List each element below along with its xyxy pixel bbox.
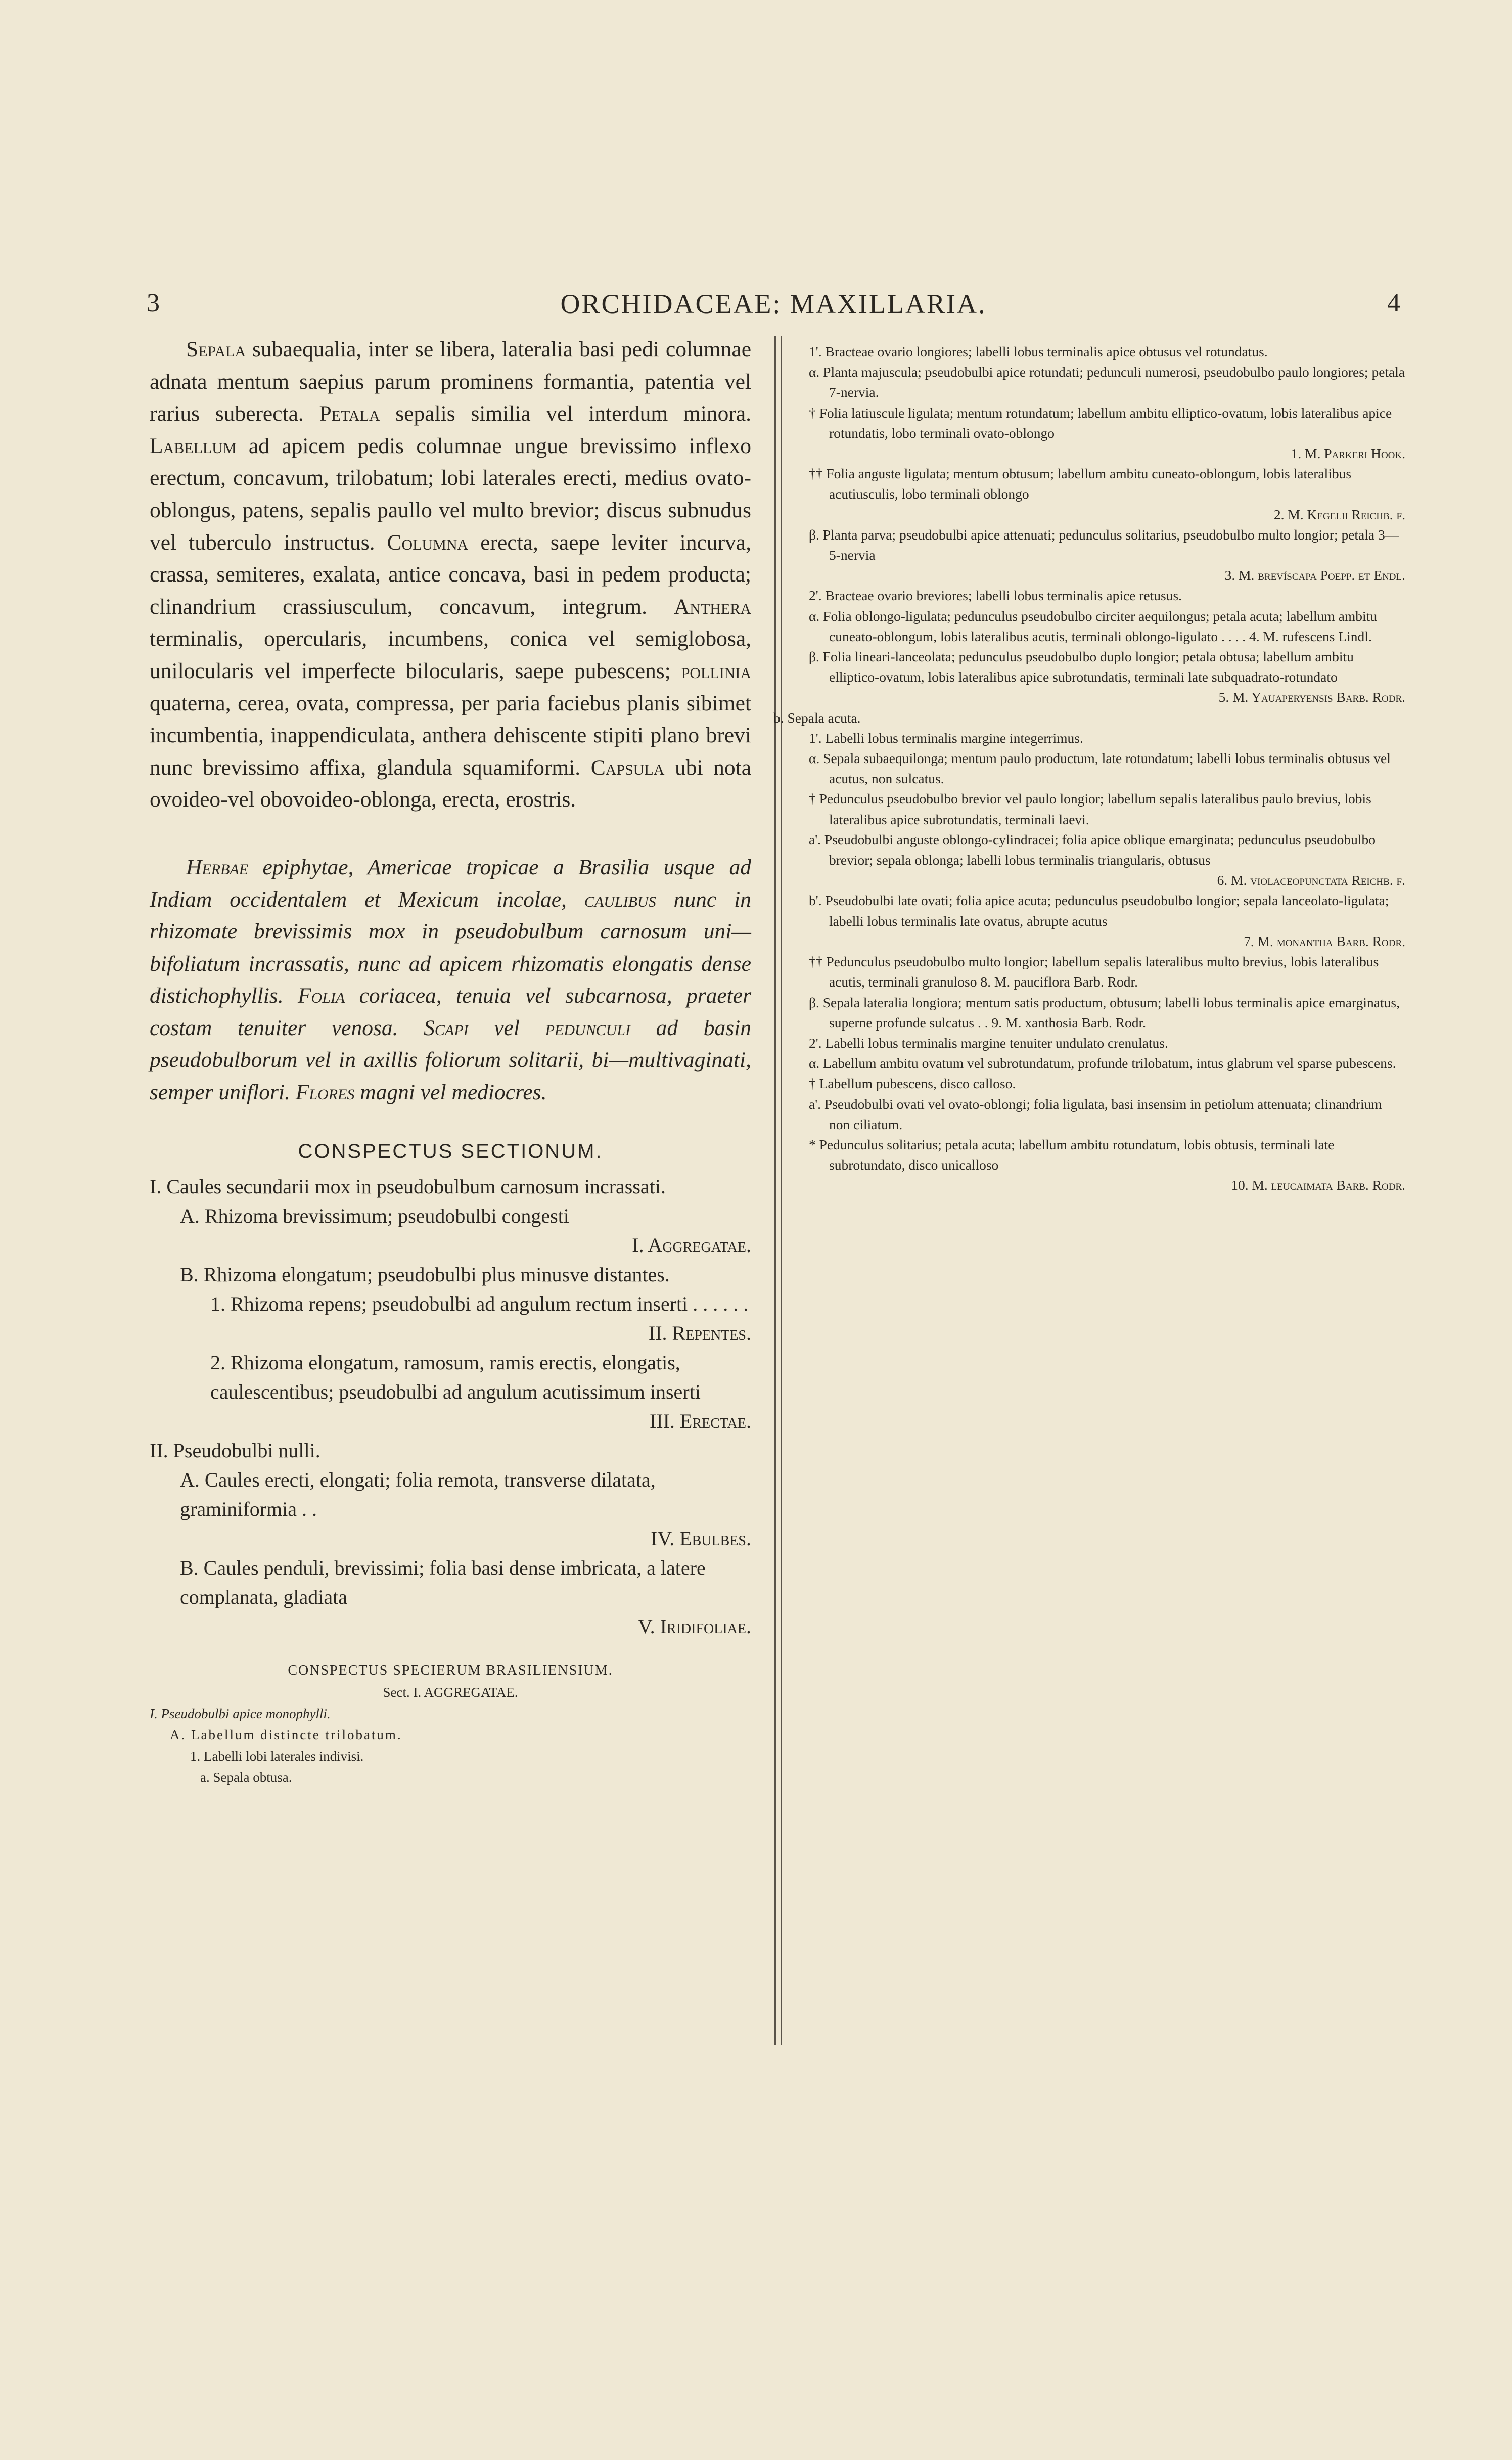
- text-run: quaterna, cerea, ovata, compressa, per paria faciebus planis sibimet incumbentia, inappendiculata, anthera dehiscente stipiti plano brevi nunc brevissimo affixa, glandula squamiformi.: [150, 691, 751, 780]
- small-caps-term: Columna: [387, 530, 469, 555]
- key-line: I. Caules secundarii mox in pseudobulbum carnosum incrassati.: [150, 1175, 666, 1198]
- small-caps-term: Herbae: [186, 855, 249, 879]
- left-column: [150, 334, 751, 1788]
- species-key-line: † Labellum pubescens, disco calloso.: [809, 1076, 1016, 1092]
- species-key-line: β. Sepala lateralia longiora; mentum satis productum, obtusum; labelli lobus terminalis apice emarginatus, superne profunde sulcatus . . 9. M. xanthosia Barb. Rodr.: [809, 994, 1400, 1031]
- species-key-line: 2'. Labelli lobus terminalis margine tenuiter undulato crenulatus.: [809, 1035, 1168, 1051]
- text-run: ubi nota ovoideo-vel obovoideo-oblonga, erecta, erostris.: [150, 755, 752, 812]
- species-key-line: a'. Pseudobulbi anguste oblongo-cylindracei; folia apice oblique emarginata; pedunculus pseudobulbo brevior; sepala oblonga; labelli lobus terminalis triangularis, obtusus: [809, 831, 1376, 868]
- text-run: subaequalia, inter se libera, lateralia basi pedi columnae adnata mentum saepius parum prominens formantia, patentia vel rarius suberecta.: [150, 337, 751, 426]
- species-key-line: 1'. Bracteae ovario longiores; labelli lobus terminalis apice obtusus vel rotundatus.: [809, 344, 1268, 360]
- small-caps-term: pedunculi: [545, 1015, 630, 1040]
- species-key-line: b. Sepala acuta.: [773, 709, 861, 726]
- species-key-line: * Pedunculus solitarius; petala acuta; labellum ambitu rotundatum, lobis obtusis, terminali late subrotundato, disco unicalloso: [809, 1136, 1335, 1173]
- habit-paragraph: [150, 852, 751, 1109]
- key-result: I. Aggregatae.: [632, 1233, 751, 1257]
- key-line: 1. Rhizoma repens; pseudobulbi ad angulum rectum inserti . . . . . .: [210, 1292, 749, 1315]
- key-result: III. Erectae.: [649, 1409, 751, 1433]
- column-divider: [774, 336, 782, 2045]
- species-key-line: †† Folia anguste ligulata; mentum obtusum; labellum ambitu cuneato-oblongum, lobis lateralibus acutiusculis, lobo terminali oblongo: [809, 466, 1352, 502]
- species-name: 7. M. monantha Barb. Rodr.: [1244, 933, 1405, 949]
- species-key-line: b'. Pseudobulbi late ovati; folia apice acuta; pedunculus pseudobulbo longior; sepala lanceolato-ligulata; labelli lobus terminalis late ovatus, abrupte acutus: [809, 892, 1389, 929]
- species-key-line: †† Pedunculus pseudobulbo multo longior; labellum sepalis lateralibus multo brevius, lobis lateralibus acutis, terminali granuloso 8. M. pauciflora Barb. Rodr.: [809, 954, 1379, 990]
- text-run: sepalis similia vel interdum minora.: [380, 401, 751, 426]
- species-key-line: α. Planta majuscula; pseudobulbi apice rotundati; pedunculi numerosi, pseudobulbo paulo longiores; petala 7-nervia.: [809, 364, 1405, 400]
- key-line: B. Caules penduli, brevissimi; folia basi dense imbricata, a latere complanata, gladiata: [180, 1556, 706, 1608]
- species-key-line: β. Planta parva; pseudobulbi apice attenuati; pedunculus solitarius, pseudobulbo multo longior; petala 3—5-nervia: [809, 526, 1399, 563]
- species-key-line: α. Folia oblongo-ligulata; pedunculus pseudobulbo circiter aequilongus; petala acuta; labellum ambitu cuneato-oblongum, lobis lateralibus acutis, terminali oblongo-ligulato . . . . 4. M. rufescens Lindl.: [809, 608, 1378, 644]
- small-caps-term: caulibus: [584, 887, 656, 912]
- species-key-line: a. Sepala obtusa.: [200, 1769, 292, 1785]
- page-header: [147, 288, 1400, 329]
- page-number-right: 4: [1387, 289, 1400, 318]
- small-caps-term: Anthera: [673, 594, 751, 619]
- small-caps-term: Folia: [297, 983, 345, 1008]
- right-column: [773, 342, 1405, 1196]
- species-name: 10. M. leucaimata Barb. Rodr.: [1231, 1177, 1405, 1193]
- small-caps-term: Capsula: [590, 755, 665, 780]
- conspectus-sectionum-heading: CONSPECTUS SECTIONUM.: [298, 1140, 603, 1162]
- section-heading: Sect. I. AGGREGATAE.: [383, 1684, 518, 1700]
- species-key-line: α. Sepala subaequilonga; mentum paulo productum, late rotundatum; labelli lobus terminalis obtusus vel acutus, non sulcatus.: [809, 750, 1391, 787]
- key-line: A. Rhizoma brevissimum; pseudobulbi congesti: [180, 1204, 569, 1227]
- species-name: 1. M. Parkeri Hook.: [1291, 445, 1405, 462]
- species-key-line: α. Labellum ambitu ovatum vel subrotundatum, profunde trilobatum, intus glabrum vel sparse pubescens.: [809, 1055, 1396, 1071]
- species-name: 6. M. violaceopunctata Reichb. f.: [1217, 872, 1405, 888]
- species-name: 5. M. Yauaperyensis Barb. Rodr.: [1218, 689, 1405, 705]
- key-line: II. Pseudobulbi nulli.: [150, 1439, 320, 1462]
- species-name: 2. M. Kegelii Reichb. f.: [1273, 506, 1405, 522]
- genus-description-paragraph: [150, 334, 751, 816]
- species-key-line: † Folia latiuscule ligulata; mentum rotundatum; labellum ambitu elliptico-ovatum, lobis lateralibus apice rotundatis, lobo terminali ovato-oblongo: [809, 405, 1392, 441]
- small-caps-term: Scapi: [424, 1015, 469, 1040]
- species-key-line: 1. Labelli lobi laterales indivisi.: [190, 1748, 364, 1764]
- small-caps-term: pollinia: [681, 658, 751, 683]
- species-key-line: I. Pseudobulbi apice monophylli.: [150, 1706, 331, 1721]
- section-key: [150, 1172, 751, 1641]
- page-number-left: 3: [147, 289, 160, 318]
- text-run: erecta, saepe leviter incurva, crassa, semiteres, exalata, antice concava, basi in pedem producta; clinandrium crassiusculum, concavum, integrum.: [150, 530, 751, 619]
- key-result: II. Repentes.: [648, 1321, 751, 1345]
- species-key-line: β. Folia lineari-lanceolata; pedunculus pseudobulbo duplo longior; petala obtusa; labellum ambitu elliptico-ovatum, lobis lateralibus apice subrotundatis, terminali late subquadrato-rotundato: [809, 649, 1354, 685]
- text-run: coriacea, tenuia vel subcarnosa, praeter costam tenuiter venosa.: [150, 983, 751, 1040]
- running-title: ORCHIDACEAE: MAXILLARIA.: [560, 289, 987, 319]
- key-line: 2. Rhizoma elongatum, ramosum, ramis erectis, elongatis, caulescentibus; pseudobulbi ad angulum acutissimum inserti: [210, 1351, 701, 1403]
- conspectus-specierum-heading: CONSPECTUS SPECIERUM BRASILIENSIUM.: [288, 1662, 613, 1678]
- small-caps-term: Sepala: [186, 337, 246, 362]
- text-run: magni vel mediocres.: [354, 1080, 547, 1105]
- small-caps-term: Labellum: [150, 433, 237, 458]
- species-key-line: † Pedunculus pseudobulbo brevior vel paulo longior; labellum sepalis lateralibus paulo brevius, lobis lateralibus apice subrotundatis, terminali laevi.: [809, 791, 1371, 827]
- species-name: 3. M. brevíscapa Poepp. et Endl.: [1224, 567, 1405, 584]
- key-line: A. Caules erecti, elongati; folia remota, transverse dilatata, graminiformia . .: [180, 1468, 656, 1520]
- species-key-line: 1'. Labelli lobus terminalis margine integerrimus.: [809, 730, 1083, 746]
- species-key-line: A. Labellum distincte trilobatum.: [170, 1727, 402, 1742]
- text-run: ad basin pseudobulborum vel in axillis foliorum solitarii, bi—multivaginati, semper uniflori.: [150, 1015, 752, 1105]
- key-line: B. Rhizoma elongatum; pseudobulbi plus minusve distantes.: [180, 1263, 670, 1286]
- small-caps-term: Flores: [295, 1080, 355, 1105]
- text-run: vel: [468, 1015, 545, 1040]
- species-key-line: a'. Pseudobulbi ovati vel ovato-oblongi; folia ligulata, basi insensim in petiolum attenuata; clinandrium non ciliatum.: [809, 1096, 1382, 1132]
- species-key-line: 2'. Bracteae ovario breviores; labelli lobus terminalis apice retusus.: [809, 588, 1182, 604]
- key-result: V. Iridifoliae.: [637, 1615, 751, 1638]
- text-run: epiphytae, Americae tropicae a Brasilia usque ad Indiam occidentalem et Mexicum incolae,: [150, 855, 751, 912]
- key-result: IV. Ebulbes.: [651, 1527, 751, 1550]
- text-run: ad apicem pedis columnae ungue brevissimo inflexo erectum, concavum, trilobatum; lobi laterales erecti, medius ovato-oblongus, patens, sepalis paullo vel multo brevior; discus subnudus vel tuberculo instructus.: [150, 433, 751, 555]
- text-run: nunc in rhizomate brevissimis mox in pseudobulbum carnosum uni—bifoliatum incrassatis, nunc ad apicem rhizomatis elongatis dense distichophyllis.: [150, 887, 751, 1008]
- small-caps-term: Petala: [319, 401, 380, 426]
- text-run: terminalis, opercularis, incumbens, conica vel semiglobosa, unilocularis vel imperfecte bilocularis, saepe pubescens;: [150, 627, 751, 683]
